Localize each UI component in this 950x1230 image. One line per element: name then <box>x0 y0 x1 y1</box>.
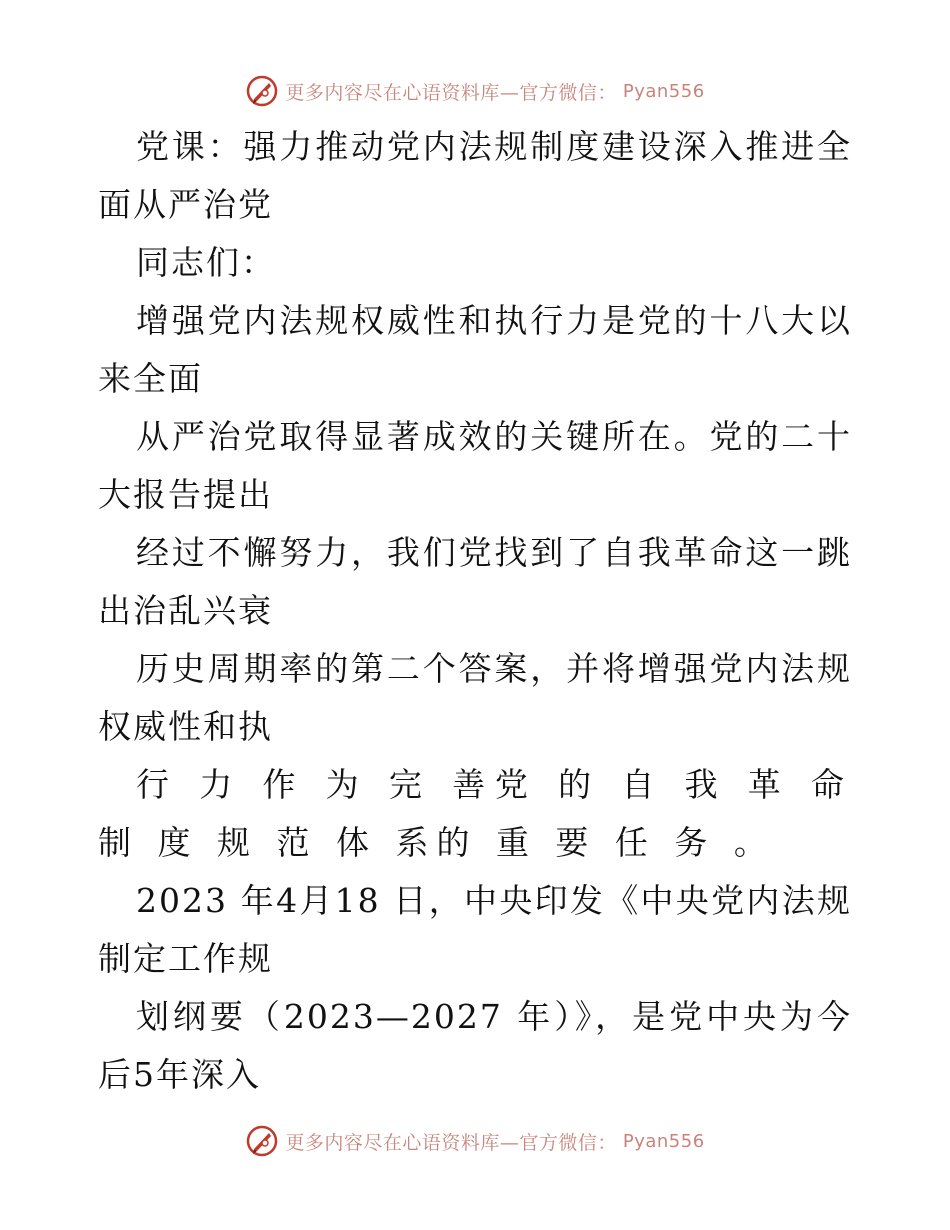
document-title: 党课：强力推动党内法规制度建设深入推进全面从严治党 <box>98 127 852 224</box>
header-watermark <box>0 74 950 108</box>
paragraph: 从严治党取得显著成效的关键所在。党的二十大报告提出 <box>98 417 852 514</box>
watermark-wechat-id: Pyan556 <box>622 1130 705 1152</box>
paragraph: 划纲要（2023—2027 年）》，是党中央为今后5年深入 <box>98 997 852 1094</box>
watermark-text: 更多内容尽在心语资料库—官方微信： <box>285 81 617 104</box>
salutation: 同志们： <box>136 243 276 282</box>
quill-logo-icon <box>245 74 279 108</box>
document-body <box>98 118 852 1104</box>
quill-logo-icon <box>245 1124 279 1158</box>
paragraph: 增强党内法规权威性和执行力是党的十八大以来全面 <box>98 301 852 398</box>
footer-watermark <box>0 1124 950 1158</box>
paragraph: 历史周期率的第二个答案，并将增强党内法规权威性和执 <box>98 649 852 746</box>
watermark-wechat-id: Pyan556 <box>622 80 705 102</box>
paragraph: 经过不懈努力，我们党找到了自我革命这一跳出治乱兴衰 <box>98 533 852 630</box>
paragraph: 行 力 作 为 完 善党 的 自 我 革 命制 度 规 范 体 系的 重 要 任 务 。 <box>98 765 852 862</box>
paragraph: 2023 年4月18 日，中央印发《中央党内法规制定工作规 <box>98 881 852 978</box>
watermark-text: 更多内容尽在心语资料库—官方微信： <box>285 1131 617 1154</box>
